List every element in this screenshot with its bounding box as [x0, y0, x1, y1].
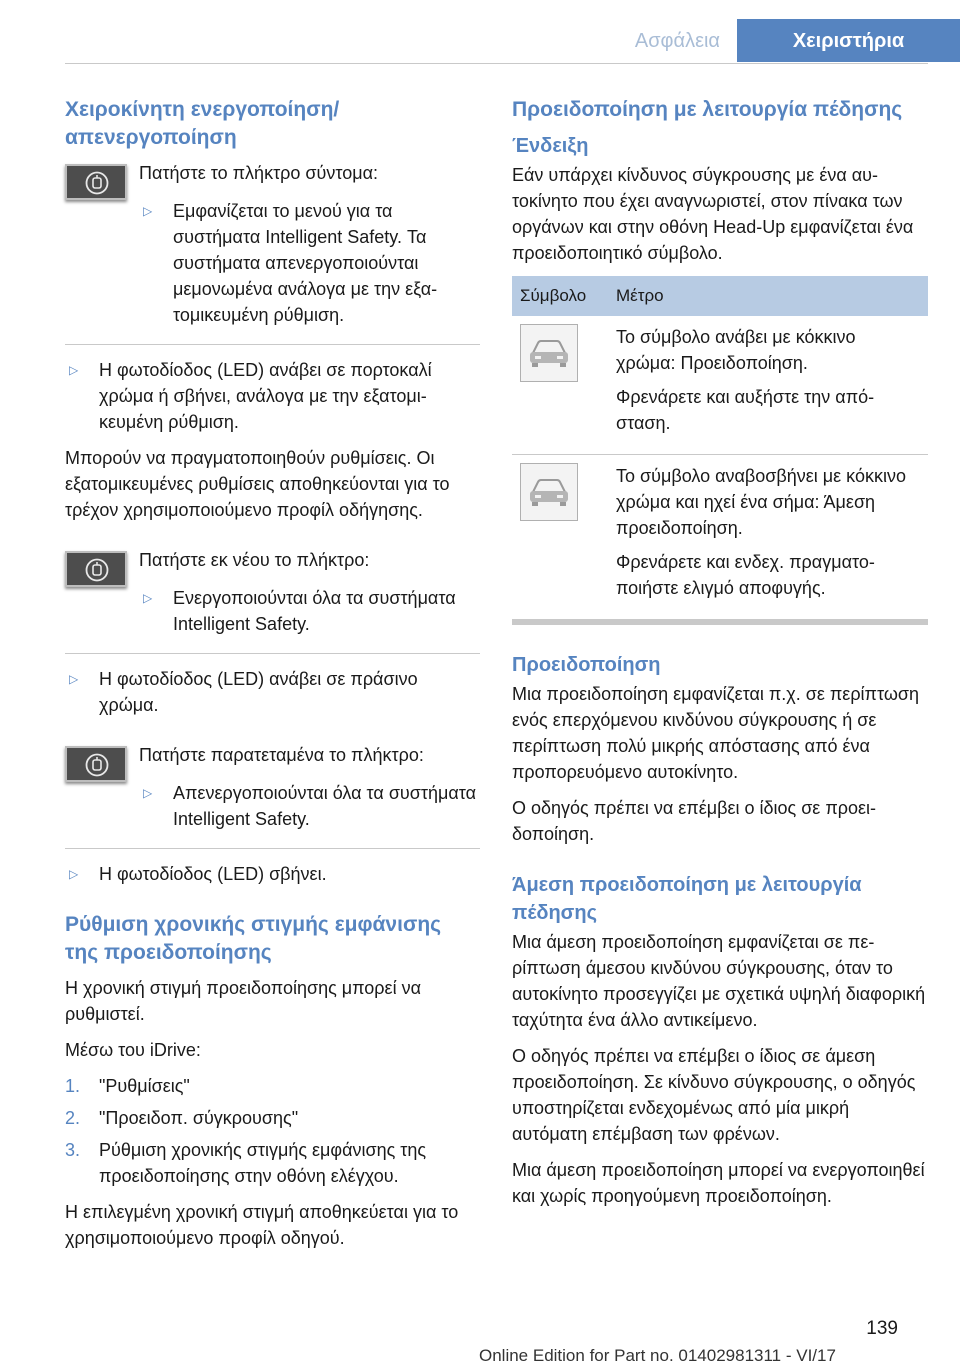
- edition-footer: Online Edition for Part no. 01402981311 - VI/17: [479, 1346, 836, 1365]
- press-long-text: Πατήστε παρατεταμένα το πλήκτρο:: [139, 745, 424, 765]
- button-instruction-long: [65, 742, 480, 832]
- symbol-table: [512, 276, 928, 620]
- measure-cell: [608, 455, 928, 620]
- symbol-cell: [512, 455, 608, 620]
- table-end-rule: [512, 620, 928, 625]
- heading-manual-toggle: Χειροκίνητη ενεργοποίηση/απενεργοποίηση: [65, 98, 340, 149]
- table-header-symbol: Σύμβολο: [512, 276, 608, 316]
- safety-button-icon: [65, 746, 127, 782]
- triangle-bullet-icon: ▷: [143, 591, 153, 605]
- step-number: 3.: [65, 1140, 81, 1160]
- bullet-text: Η φωτοδίοδος (LED) ανάβει σε πράσινο χρώμα.: [99, 669, 418, 715]
- list-item: [65, 357, 480, 435]
- step-text: "Ρυθμίσεις": [99, 1076, 190, 1096]
- right-column: [512, 96, 928, 1219]
- paragraph: Ο οδηγός πρέπει να επέμβει ο ίδιος σε προειδοποίηση.: [512, 798, 877, 844]
- measure-text: Φρενάρετε και αυξήστε την απόσταση.: [616, 387, 875, 433]
- bullet-text: Απενεργοποιούνται όλα τα συστήματα Intelligent Safety.: [173, 783, 477, 829]
- page-number: 139: [866, 1318, 898, 1339]
- table-header-measure: Μέτρο: [608, 276, 928, 316]
- subheading-immediate-warning: Άμεση προειδοποίηση με λειτουργία πέδησης: [512, 874, 862, 924]
- paragraph: Εάν υπάρχει κίνδυνος σύγκρουσης με ένα αυτοκίνητο που έχει αναγνωριστεί, στον πίνακα των οργάνων και στην οθόνη Head-Up εμφανίζεται ένα προειδοποιητικό σύμβολο.: [512, 165, 914, 263]
- step-list: [65, 1073, 480, 1189]
- heading-warning-time: Ρύθμιση χρονικής στιγμής εμφάνισης της προειδοποίησης: [65, 913, 442, 964]
- safety-button-icon: [65, 551, 127, 587]
- table-header-row: [512, 276, 928, 316]
- paragraph: Μπορούν να πραγματοποιηθούν ρυθμίσεις. Οι εξατομικευμένες ρυθμίσεις αποθηκεύονται για το τρέχον χρησιμοποιούμενο προφίλ οδήγησης.: [65, 448, 450, 520]
- list-item: [65, 1137, 480, 1189]
- measure-cell: [608, 316, 928, 455]
- bullet-text: Εμφανίζεται το μενού για τα συστήματα Intelligent Safety. Τα συστήματα απενεργοποιούνται μεμονωμένα ανάλογα με την εξατομικευμένη ρύθμιση.: [173, 201, 438, 325]
- car-front-warning-icon: [520, 463, 578, 521]
- step-text: Ρύθμιση χρονικής στιγμής εμφάνισης της προειδοποίησης στην οθόνη ελέγχου.: [99, 1140, 427, 1186]
- header-chapter-tab: Χειριστήρια: [737, 19, 960, 62]
- bullet-text: Η φωτοδίοδος (LED) ανάβει σε πορτοκαλί χρώμα ή σβήνει, ανάλογα με την εξατομικευμένη ρύθμιση.: [99, 360, 432, 432]
- subheading-warning: Προειδοποίηση: [512, 654, 661, 676]
- step-number: 1.: [65, 1076, 81, 1096]
- paragraph: Η χρονική στιγμή προειδοποίησης μπορεί να ρυθμιστεί.: [65, 978, 421, 1024]
- step-text: "Προειδοπ. σύγκρουσης": [99, 1108, 299, 1128]
- left-column: [65, 96, 480, 1261]
- paragraph: Μέσω του iDrive:: [65, 1040, 201, 1060]
- table-row: [512, 316, 928, 455]
- triangle-bullet-icon: ▷: [69, 867, 79, 881]
- button-instruction-short: [65, 160, 480, 328]
- list-item: [65, 1105, 480, 1131]
- car-front-warning-icon: [520, 324, 578, 382]
- paragraph: Ο οδηγός πρέπει να επέμβει ο ίδιος σε άμεση προειδοποίηση. Σε κίνδυνο σύγκρουσης, ο οδηγός υποστηρίζεται ενδεχομένως από μία μικρή αυτόματη επέμβαση των φρένων.: [512, 1046, 916, 1144]
- triangle-bullet-icon: ▷: [69, 363, 79, 377]
- measure-text: Φρενάρετε και ενδεχ. πραγματοποιήστε ελιγμό αποφυγής.: [616, 552, 875, 598]
- press-short-text: Πατήστε το πλήκτρο σύντομα:: [139, 163, 379, 183]
- list-item: [65, 666, 480, 718]
- header-rule: [65, 63, 928, 64]
- list-item: [139, 585, 480, 637]
- bullet-text: Ενεργοποιούνται όλα τα συστήματα Intelligent Safety.: [173, 588, 456, 634]
- measure-text: Το σύμβολο ανάβει με κόκκινο χρώμα: Προειδοποίηση.: [616, 327, 856, 373]
- list-item: [65, 861, 480, 887]
- paragraph: Η επιλεγμένη χρονική στιγμή αποθηκεύεται για το χρησιμοποιούμενο προφίλ οδηγού.: [65, 1202, 459, 1248]
- subheading-indicator: Ένδειξη: [512, 135, 589, 157]
- triangle-bullet-icon: ▷: [143, 204, 153, 218]
- header-section: Ασφάλεια: [634, 30, 720, 52]
- bullet-text: Η φωτοδίοδος (LED) σβήνει.: [99, 864, 327, 884]
- measure-text: Το σύμβολο αναβοσβήνει με κόκκινο χρώμα και ηχεί ένα σήμα: Άμεση προειδοποίηση.: [616, 466, 906, 538]
- paragraph: Μια άμεση προειδοποίηση μπορεί να ενεργοποιηθεί και χωρίς προηγούμενη προειδοποίηση.: [512, 1160, 925, 1206]
- button-instruction-again: [65, 547, 480, 637]
- press-again-text: Πατήστε εκ νέου το πλήκτρο:: [139, 550, 370, 570]
- list-item: [139, 198, 480, 328]
- step-number: 2.: [65, 1108, 81, 1128]
- triangle-bullet-icon: ▷: [143, 786, 153, 800]
- symbol-cell: [512, 316, 608, 455]
- list-item: [139, 780, 480, 832]
- table-row: [512, 455, 928, 620]
- safety-button-icon: [65, 164, 127, 200]
- triangle-bullet-icon: ▷: [69, 672, 79, 686]
- paragraph: Μια προειδοποίηση εμφανίζεται π.χ. σε περίπτωση ενός επερχόμενου κινδύνου σύγκρουσης ή σε περίπτωση πολύ μικρής απόστασης από ένα προπορευόμενο αυτοκίνητο.: [512, 684, 920, 782]
- heading-brake-warning: Προειδοποίηση με λειτουργία πέδησης: [512, 98, 903, 121]
- paragraph: Μια άμεση προειδοποίηση εμφανίζεται σε περίπτωση άμεσου κινδύνου σύγκρουσης, όταν το αυτοκίνητο προσεγγίζει με σχετικά υψηλή διαφορική ταχύτητα ένα άλλο αντικείμενο.: [512, 932, 926, 1030]
- list-item: [65, 1073, 480, 1099]
